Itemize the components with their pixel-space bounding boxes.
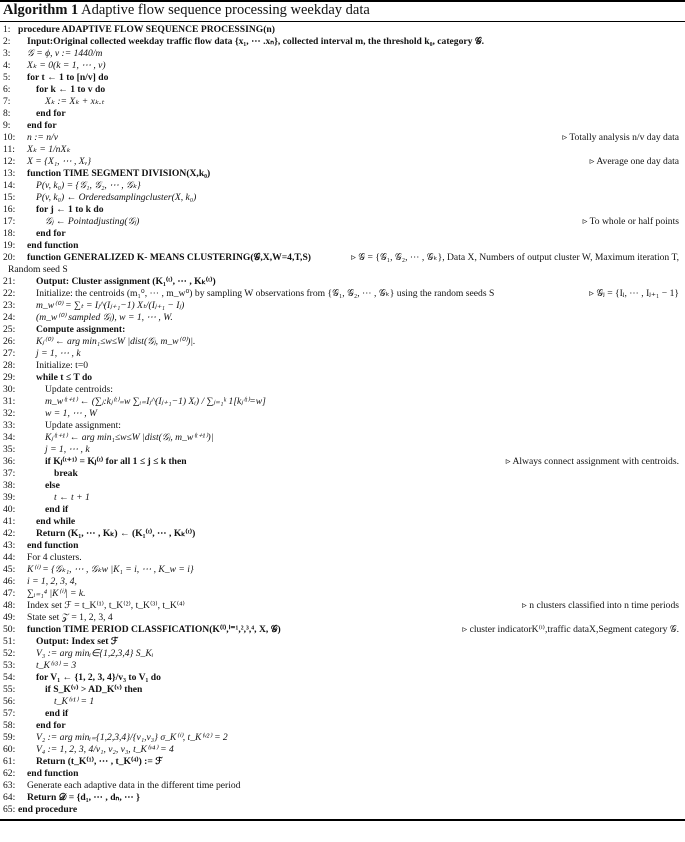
algorithm-line <box>0 480 685 492</box>
line-text: end for <box>36 228 66 239</box>
algorithm-line <box>0 312 685 324</box>
line-text: t_K⁽ᵛ³⁾ = 3 <box>36 660 77 671</box>
line-text: end procedure <box>18 804 78 815</box>
line-comment: ▹ Always connect assignment with centroids. <box>505 456 679 467</box>
line-number: 53: <box>3 660 16 671</box>
algorithm-line <box>0 492 685 504</box>
line-text: end function <box>27 768 79 779</box>
algorithm-line <box>0 24 685 36</box>
algorithm-line <box>0 420 685 432</box>
algorithm-line <box>0 408 685 420</box>
line-text: m_w⁽⁰⁾ = ∑ₜ = Iⱼ^(Iⱼ₊₁−1) Xₜ/(Iⱼ₊₁ − Iⱼ) <box>36 300 185 311</box>
line-comment: ▹ Totally analysis n/v day data <box>562 132 679 143</box>
line-number: 56: <box>3 696 16 707</box>
algorithm-line <box>0 648 685 660</box>
line-text: n := n/v <box>27 132 58 143</box>
line-number: 20: <box>3 252 16 263</box>
algorithm-line <box>0 72 685 84</box>
line-text: P(v, k₀) = {𝒢₁, 𝒢₂, ⋯ , 𝒢ₖ} <box>36 180 141 191</box>
line-number: 15: <box>3 192 16 203</box>
algorithm-line <box>0 624 685 636</box>
algorithm-line <box>0 636 685 648</box>
algorithm-line <box>0 444 685 456</box>
algorithm-line <box>0 288 685 300</box>
line-comment: ▹ 𝒢ⱼ = {Iⱼ, ⋯ , Iⱼ₊₁ − 1} <box>589 288 679 299</box>
line-number: 51: <box>3 636 16 647</box>
algorithm-line <box>0 276 685 288</box>
line-text: for k ← 1 to v do <box>36 84 106 95</box>
line-text: (m_w⁽⁰⁾ sampled 𝒢ⱼ), w = 1, ⋯ , W. <box>36 312 173 323</box>
line-text: w = 1, ⋯ , W <box>45 408 98 419</box>
algorithm-line <box>0 756 685 768</box>
line-number: 22: <box>3 288 16 299</box>
algorithm-line <box>0 132 685 144</box>
line-number: 40: <box>3 504 16 515</box>
line-number: 65: <box>3 804 16 815</box>
line-number: 1: <box>3 24 11 35</box>
line-number: 2: <box>3 36 11 47</box>
algorithm-line <box>0 228 685 240</box>
algorithm-line <box>0 60 685 72</box>
line-text: Update centroids: <box>45 384 113 395</box>
algorithm-line <box>0 432 685 444</box>
algorithm-line <box>0 600 685 612</box>
line-text: for j ← 1 to k do <box>36 204 104 215</box>
line-text: end while <box>36 516 76 527</box>
line-number: 58: <box>3 720 16 731</box>
line-comment: ▹ n clusters classified into n time periods <box>522 600 679 611</box>
line-text: Return (t_K⁽¹⁾, ⋯ , t_K⁽⁴⁾) := ℱ <box>36 756 163 767</box>
line-number: 4: <box>3 60 11 71</box>
line-text: Xₖ := Xₖ + xₖ.ₜ <box>45 96 105 107</box>
line-text: Initialize: t=0 <box>36 360 89 371</box>
algorithm-line <box>0 576 685 588</box>
bottom-rule <box>0 819 685 821</box>
algorithm-line <box>0 708 685 720</box>
line-number: 25: <box>3 324 16 335</box>
algorithm-line <box>0 456 685 468</box>
line-number: 11: <box>3 144 15 155</box>
line-text: end function <box>27 540 79 551</box>
line-number: 14: <box>3 180 16 191</box>
algorithm-line <box>0 204 685 216</box>
algorithm-line <box>0 48 685 60</box>
algorithm-title: Adaptive flow sequence processing weekday data <box>81 2 370 18</box>
line-number: 27: <box>3 348 16 359</box>
algorithm-line <box>0 84 685 96</box>
line-text: i = 1, 2, 3, 4, <box>27 576 77 587</box>
line-number: 8: <box>3 108 11 119</box>
line-text: function TIME PERIOD CLASSFICATION(K⁽ⁱ⁾,ⁱ⁼¹,²,³,⁴, X, 𝒢) <box>27 624 281 635</box>
algorithm-line <box>0 504 685 516</box>
line-number: 52: <box>3 648 16 659</box>
line-text: end function <box>27 240 79 251</box>
line-number: 60: <box>3 744 16 755</box>
algorithm-line <box>0 336 685 348</box>
algorithm-line <box>0 792 685 804</box>
algorithm-line <box>0 516 685 528</box>
algorithm-line <box>0 768 685 780</box>
line-text: function GENERALIZED K- MEANS CLUSTERING(𝒢,X,W=4,T,S) <box>27 252 311 263</box>
line-number: 39: <box>3 492 16 503</box>
algorithm-line <box>0 696 685 708</box>
algorithm-line <box>0 372 685 384</box>
line-number: 33: <box>3 420 16 431</box>
line-text: K⁽ⁱ⁾ = {𝒢ₖ₁, ⋯ , 𝒢ₖw |K₁ = i, ⋯ , K_w = i} <box>27 564 194 575</box>
algorithm-line <box>0 36 685 48</box>
line-text: Index set ℱ = t_K⁽¹⁾, t_K⁽²⁾, t_K⁽³⁾, t_K⁽⁴⁾ <box>27 600 185 611</box>
line-number: 37: <box>3 468 16 479</box>
line-text: Initialize: the centroids (m₁⁰, ⋯ , m_w⁰) by sampling W observations from {𝒢₁, 𝒢₂, ⋯ , 𝒢ₖ} using the random seeds S <box>36 288 495 299</box>
line-number: 18: <box>3 228 16 239</box>
line-text: Output: Index set ℱ <box>36 636 119 647</box>
line-number: 17: <box>3 216 16 227</box>
line-text: Output: Cluster assignment (K₁⁽ᵗ⁾, ⋯ , Kₖ⁽ᵗ⁾) <box>36 276 216 287</box>
line-number: 55: <box>3 684 16 695</box>
line-number: 3: <box>3 48 11 59</box>
line-number: 61: <box>3 756 16 767</box>
line-text: ∑ᵢ₌₁⁴ |K⁽ⁱ⁾| = k. <box>27 588 86 599</box>
algorithm-caption <box>3 2 370 19</box>
line-text: Xₖ = 0(k = 1, ⋯ , v) <box>27 60 106 71</box>
algorithm-line <box>0 684 685 696</box>
line-text: for t ← 1 to [n/v] do <box>27 72 109 83</box>
line-number: 47: <box>3 588 16 599</box>
line-text: State set 𝒵 = 1, 2, 3, 4 <box>27 612 113 623</box>
line-number: 32: <box>3 408 16 419</box>
algorithm-line <box>0 720 685 732</box>
line-comment-continuation: Random seed S <box>8 264 68 275</box>
line-number: 26: <box>3 336 16 347</box>
line-comment: ▹ 𝒢 = {𝒢₁, 𝒢₂, ⋯ , 𝒢ₖ}, Data X, Numbers of output cluster W, Maximum iteration T, <box>351 252 679 263</box>
algorithm-line <box>0 528 685 540</box>
algorithm-line <box>0 588 685 600</box>
line-text: end if <box>45 504 69 515</box>
line-number: 34: <box>3 432 16 443</box>
line-number: 31: <box>3 396 16 407</box>
line-text: For 4 clusters. <box>27 552 82 563</box>
line-number: 59: <box>3 732 16 743</box>
algorithm-line <box>0 384 685 396</box>
algorithm-line <box>0 672 685 684</box>
line-number: 50: <box>3 624 16 635</box>
algorithm-line <box>0 216 685 228</box>
line-number: 57: <box>3 708 16 719</box>
line-text: V₄ := 1, 2, 3, 4/v₁, v₂, v₃, t_K⁽ᵛ⁴⁾ = 4 <box>36 744 174 755</box>
line-number: 21: <box>3 276 16 287</box>
line-number: 6: <box>3 84 11 95</box>
line-text: Kⱼ⁽ᵗ⁺¹⁾ ← arg min₁≤w≤W |dist(𝒢ⱼ, m_w⁽ᵗ⁺¹⁾)| <box>45 432 214 443</box>
algorithm-line <box>0 732 685 744</box>
line-text: Return 𝒟 = {d₁, ⋯ , dₙ, ⋯ } <box>27 792 140 803</box>
line-number: 43: <box>3 540 16 551</box>
line-number: 29: <box>3 372 16 383</box>
line-number: 24: <box>3 312 16 323</box>
line-number: 64: <box>3 792 16 803</box>
line-text: V₃ := arg minᵢ∈{1,2,3,4} S_Kᵢ <box>36 648 154 659</box>
algorithm-line <box>0 180 685 192</box>
line-text: if Kⱼ⁽ᵗ⁺¹⁾ = Kⱼ⁽ᵗ⁾ for all 1 ≤ j ≤ k then <box>45 456 187 467</box>
algorithm-line <box>0 780 685 792</box>
algorithm-line <box>0 564 685 576</box>
algorithm-line-continuation <box>0 264 685 276</box>
line-text: for V₁ ← {1, 2, 3, 4}/v₃ to V₁ do <box>36 672 161 683</box>
line-text: j = 1, ⋯ , k <box>45 444 90 455</box>
line-number: 38: <box>3 480 16 491</box>
line-text: procedure ADAPTIVE FLOW SEQUENCE PROCESSING(n) <box>18 24 275 35</box>
line-text: V₂ := arg minᵢ₌{1,2,3,4}/{v₁,v₃} σ_K⁽ⁱ⁾, t_K⁽ᵛ²⁾ = 2 <box>36 732 228 743</box>
line-text: end for <box>36 720 66 731</box>
line-text: Update assignment: <box>45 420 121 431</box>
line-comment: ▹ To whole or half points <box>582 216 679 227</box>
algorithm-line <box>0 660 685 672</box>
line-number: 46: <box>3 576 16 587</box>
algorithm-label: Algorithm 1 <box>3 2 79 18</box>
algorithm-line <box>0 324 685 336</box>
line-text: t_K⁽ᵛ¹⁾ = 1 <box>54 696 95 707</box>
line-text: Input:Original collected weekday traffic flow data {x₁, ⋯ .xₙ}, collected interval m, the threshold k₀, category 𝒢. <box>27 36 485 47</box>
algorithm-line <box>0 144 685 156</box>
line-comment: ▹ Average one day data <box>589 156 679 167</box>
line-text: Kⱼ⁽⁰⁾ ← arg min₁≤w≤W |dist(𝒢ⱼ, m_w⁽⁰⁾)|. <box>36 336 196 347</box>
line-number: 48: <box>3 600 16 611</box>
line-text: function TIME SEGMENT DIVISION(X,k₀) <box>27 168 211 179</box>
line-number: 30: <box>3 384 16 395</box>
line-text: end if <box>45 708 69 719</box>
line-number: 42: <box>3 528 16 539</box>
algorithm-line <box>0 108 685 120</box>
line-text: 𝒢ⱼ ← Pointadjusting(𝒢ⱼ) <box>45 216 140 227</box>
algorithm-line <box>0 252 685 264</box>
line-number: 41: <box>3 516 16 527</box>
line-number: 54: <box>3 672 16 683</box>
line-comment: ▹ cluster indicatorK⁽ⁱ⁾,traffic dataX,Segment category 𝒢. <box>462 624 679 635</box>
algorithm-line <box>0 468 685 480</box>
line-text: 𝒢 = ϕ, v := 1440/m <box>27 48 103 59</box>
line-text: else <box>45 480 60 491</box>
line-number: 16: <box>3 204 16 215</box>
algorithm-line <box>0 744 685 756</box>
algorithm-line <box>0 168 685 180</box>
line-text: while t ≤ T do <box>36 372 93 383</box>
line-number: 23: <box>3 300 16 311</box>
line-number: 9: <box>3 120 11 131</box>
line-text: end for <box>36 108 66 119</box>
line-number: 62: <box>3 768 16 779</box>
algorithm-line <box>0 348 685 360</box>
algorithm-line <box>0 156 685 168</box>
algorithm-line <box>0 612 685 624</box>
line-text: Return (K₁, ⋯ , Kₖ) ← (K₁⁽ᵗ⁾, ⋯ , Kₖ⁽ᵗ⁾) <box>36 528 196 539</box>
caption-rule <box>0 21 685 22</box>
algorithm-line <box>0 804 685 816</box>
algorithm-line <box>0 300 685 312</box>
line-text: end for <box>27 120 57 131</box>
algorithm-line <box>0 192 685 204</box>
algorithm-line <box>0 396 685 408</box>
line-number: 36: <box>3 456 16 467</box>
algorithm-line <box>0 552 685 564</box>
algorithm-line <box>0 96 685 108</box>
line-number: 28: <box>3 360 16 371</box>
line-number: 49: <box>3 612 16 623</box>
line-number: 10: <box>3 132 16 143</box>
line-number: 35: <box>3 444 16 455</box>
line-text: P(v, k₀) ← Orderedsamplingcluster(X, k₀) <box>36 192 197 203</box>
line-text: m_w⁽ᵗ⁺¹⁾ ← (∑ⱼ:kⱼ⁽ᵗ⁾₌w ∑ᵢ₌Iⱼ^(Iⱼ₊₁−1) Xᵢ) / ∑ⱼ₌₁ᵏ 1[kⱼ⁽ᵗ⁾=w] <box>45 396 266 407</box>
line-number: 45: <box>3 564 16 575</box>
line-text: Generate each adaptive data in the different time period <box>27 780 241 791</box>
line-number: 19: <box>3 240 16 251</box>
line-text: j = 1, ⋯ , k <box>36 348 81 359</box>
algorithm-line <box>0 120 685 132</box>
line-number: 13: <box>3 168 16 179</box>
algorithm-line <box>0 360 685 372</box>
line-text: X = {X₁, ⋯ , Xᵥ} <box>27 156 92 167</box>
line-text: break <box>54 468 78 479</box>
line-number: 7: <box>3 96 11 107</box>
algorithm-line <box>0 540 685 552</box>
line-text: t ← t + 1 <box>54 492 90 503</box>
algorithm-line <box>0 240 685 252</box>
line-text: Xₖ = 1/nXₖ <box>27 144 71 155</box>
line-number: 63: <box>3 780 16 791</box>
line-text: if S_K⁽ᵛ⁾ > AD_K⁽ᵛ⁾ then <box>45 684 143 695</box>
line-number: 12: <box>3 156 16 167</box>
line-number: 44: <box>3 552 16 563</box>
line-text: Compute assignment: <box>36 324 126 335</box>
line-number: 5: <box>3 72 11 83</box>
